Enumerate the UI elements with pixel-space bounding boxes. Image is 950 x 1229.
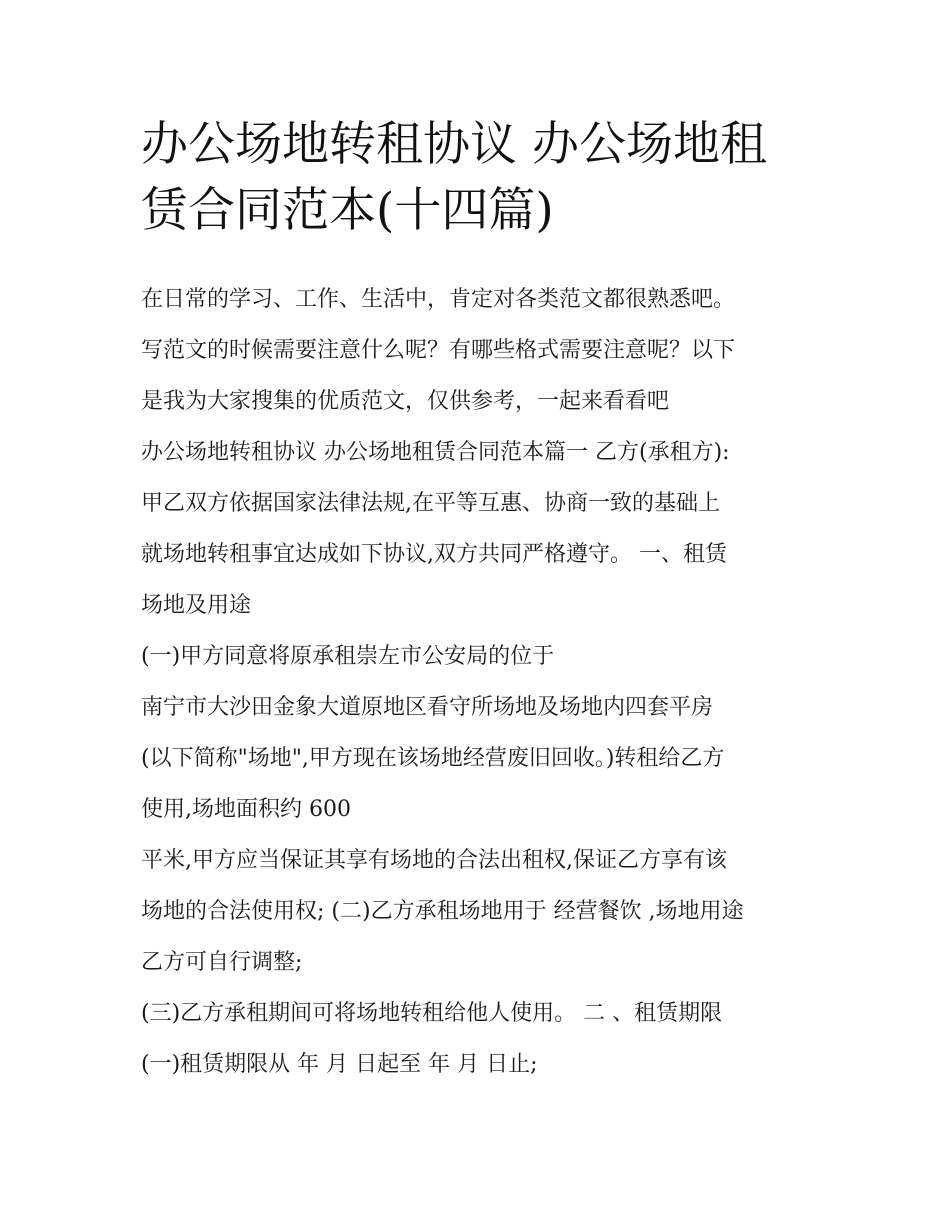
title-line-2: 赁合同范本(十四篇)	[141, 183, 554, 238]
body-line: 南宁市大沙田金象大道原地区看守所场地及场地内四套平房	[141, 695, 714, 720]
body-line: 就场地转租事宜达成如下协议,双方共同严格遵守。 一、租赁	[141, 542, 727, 567]
body-line: 甲乙双方依据国家法律法规,在平等互惠、协商一致的基础上	[141, 491, 720, 516]
body-line: 场地及用途	[141, 593, 252, 618]
body-line: 平米,甲方应当保证其享有场地的合法出租权,保证乙方享有该	[141, 848, 727, 873]
body-line: 场地的合法使用权; (二)乙方承租场地用于 经营餐饮 ,场地用途	[141, 899, 744, 924]
clause-line: (一)租赁期限从 年 月 日起至 年 月 日止;	[141, 1052, 538, 1077]
clause-line: (一)甲方同意将原承租崇左市公安局的位于	[141, 644, 555, 669]
clause-line: (三)乙方承租期间可将场地转租给他人使用。 二 、租赁期限	[141, 1001, 723, 1026]
body-line: 乙方可自行调整;	[141, 950, 303, 975]
document-title	[141, 112, 821, 244]
body-line: 在日常的学习、工作、生活中，肯定对各类范文都很熟悉吧。	[141, 287, 736, 312]
section-heading-line: 办公场地转租协议 办公场地租赁合同范本篇一 乙方(承租方):	[141, 440, 730, 465]
document-body	[141, 274, 831, 1090]
body-line: (以下简称"场地",甲方现在该场地经营废旧回收。)转租给乙方	[141, 746, 725, 771]
body-line: 写范文的时候需要注意什么呢？有哪些格式需要注意呢？以下	[141, 338, 736, 363]
body-line: 使用,场地面积约 600	[141, 797, 351, 822]
title-line-1: 办公场地转租协议 办公场地租	[141, 117, 767, 172]
body-line: 是我为大家搜集的优质范文，仅供参考，一起来看看吧	[141, 389, 670, 414]
